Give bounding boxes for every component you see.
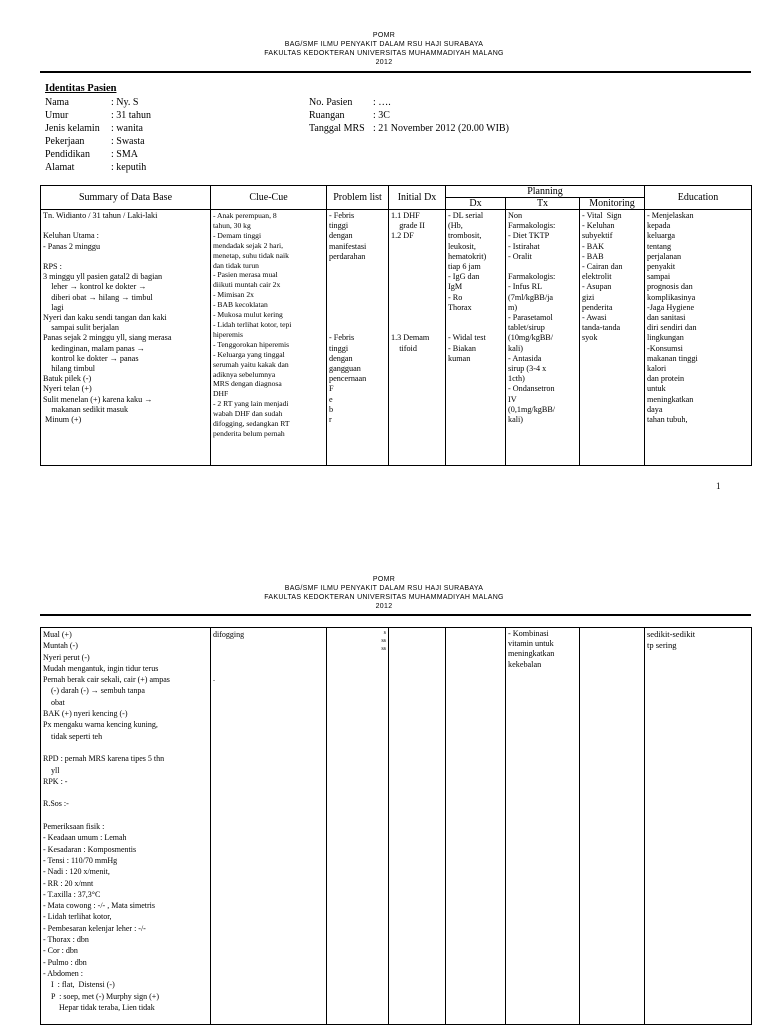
- identity-value: : keputih: [111, 162, 147, 173]
- cell-line: Minum (+): [43, 415, 82, 425]
- cell-line: kepada: [647, 221, 671, 231]
- identity-key: No. Pasien: [309, 97, 353, 108]
- cell-line: - Cor : dbn: [43, 946, 78, 956]
- identity-key: Ruangan: [309, 110, 345, 121]
- pomr-table-page2: [40, 627, 752, 1025]
- cell-line: kedinginan, malam panas →: [43, 343, 145, 353]
- cell-line: - DL serial: [448, 211, 484, 220]
- cell-line: Nyeri telan (+): [43, 384, 92, 394]
- header-department: BAG/SMF ILMU PENYAKIT DALAM RSU HAJI SURABAYA: [284, 585, 484, 592]
- cell-line: [448, 323, 503, 333]
- cell-line: subyektif: [582, 231, 613, 241]
- cell-line: Hepar tidak teraba, Lien tidak: [43, 1002, 155, 1012]
- page-header: [0, 31, 768, 67]
- cell-line: (0,1mg/kgBB/: [508, 404, 556, 414]
- cell-line: Nyeri dan kaku sendi tangan dan kaki: [43, 313, 167, 323]
- cell-line: Pernah berak cair sekali, cair (+) ampas: [43, 675, 170, 685]
- cell-line: - Pasien merasa mual: [213, 270, 278, 280]
- identity-value: : wanita: [111, 123, 143, 134]
- identity-key: Alamat: [45, 162, 75, 173]
- cell-line: - Awasi: [582, 313, 607, 323]
- cell-line: - Kombinasi: [508, 629, 549, 638]
- cell-line: dan tidak turun: [213, 260, 259, 270]
- header-rule: [40, 71, 751, 73]
- identity-value: : 3C: [373, 110, 390, 121]
- cell-problem: [327, 628, 389, 1025]
- cell-line: - Lidah terlihat kotor, tepi: [213, 319, 292, 329]
- cell-monitoring: [580, 628, 645, 1025]
- cell-line: [43, 810, 208, 821]
- cell-line: Farmakologis:: [508, 272, 556, 282]
- cell-education: [645, 210, 752, 466]
- cell-line: tiap 6 jam: [448, 262, 481, 272]
- cell-line: - Tenggorokan hiperemis: [213, 339, 290, 349]
- cell-line: e: [329, 394, 333, 404]
- cell-line: - Lidah terlihat kotor,: [43, 912, 112, 922]
- header-rule: [40, 614, 751, 616]
- cell-line: vitamin untuk: [508, 639, 554, 649]
- cell-line: - T.axilla : 37,3°C: [43, 889, 101, 899]
- cell-line: difogging, sedangkan RT: [213, 419, 290, 429]
- cell-line: [213, 662, 324, 673]
- cell-line: [329, 293, 386, 303]
- cell-line: komplikasinya: [647, 292, 696, 302]
- cell-line: I : flat, Distensi (-): [43, 980, 115, 990]
- cell-line: - Thorax : dbn: [43, 935, 89, 945]
- page-header: [0, 575, 768, 611]
- cell-line: sampai sulit berjalan: [43, 323, 119, 333]
- cell-line: - IgG dan: [448, 272, 480, 282]
- cell-line: F: [329, 384, 334, 394]
- cell-line: - Pembesaran kelenjar leher : -/-: [43, 923, 146, 933]
- identity-key: Nama: [45, 97, 69, 108]
- header-year: 2012: [375, 603, 393, 610]
- cell-line: RPD : pernah MRS karena tipes 5 thn: [43, 754, 165, 764]
- cell-line: .: [213, 674, 215, 683]
- cell-line: perjalanan: [647, 251, 682, 261]
- cell-line: RPS :: [43, 262, 62, 272]
- cell-line: - Kesadaran : Komposmentis: [43, 844, 137, 854]
- header-initial-dx: Initial Dx: [389, 186, 446, 210]
- pomr-table-page1: [40, 185, 752, 466]
- cell-line: grade II: [391, 221, 425, 231]
- header-planning: Planning: [446, 186, 645, 198]
- cell-line: 3 minggu yll pasien gatal2 di bagian: [43, 272, 163, 282]
- cell-education: [645, 628, 752, 1025]
- cell-initial-dx: [389, 628, 446, 1025]
- cell-line: - Mata cowong : -/- , Mata simetris: [43, 901, 155, 911]
- cell-line: kekebalan: [508, 659, 542, 669]
- cell-line: (10mg/kgBB/: [508, 333, 554, 343]
- cell-line: Px mengaku warna kencing kuning,: [43, 720, 158, 730]
- cell-line: tablet/sirup: [508, 323, 545, 333]
- cell-line: tidak seperti teh: [43, 731, 103, 741]
- cell-line: - 2 RT yang lain menjadi: [213, 399, 289, 409]
- header-faculty: FAKULTAS KEDOKTERAN UNIVERSITAS MUHAMMADIYAH MALANG: [264, 594, 504, 601]
- cell-line: hiperemis: [213, 329, 243, 339]
- cell-line: ss: [381, 646, 386, 652]
- cell-line: 1.2 DF: [391, 231, 414, 241]
- header-monitoring: Monitoring: [580, 198, 645, 210]
- identity-value: : SMA: [111, 149, 138, 160]
- cell-line: - Panas 2 minggu: [43, 241, 101, 251]
- cell-line: Sulit menelan (+) karena kaku →: [43, 394, 153, 404]
- cell-line: tifoid: [391, 343, 417, 353]
- cell-line: - BAK: [582, 241, 605, 251]
- cell-line: kalori: [647, 364, 667, 374]
- cell-line: - Parasetamol: [508, 313, 553, 323]
- cell-line: trombosit,: [448, 231, 482, 241]
- cell-line: [43, 742, 208, 753]
- header-year: 2012: [375, 59, 393, 66]
- cell-line: 1.3 Demam: [391, 333, 430, 343]
- cell-line: - RR : 20 x/mnt: [43, 878, 94, 888]
- cell-line: penderita: [582, 302, 613, 312]
- cell-dx: [446, 210, 506, 466]
- cell-tx: [506, 210, 580, 466]
- cell-tx: [506, 628, 580, 1025]
- cell-line: makanan sedikit masuk: [43, 404, 129, 414]
- cell-line: - Biakan: [448, 343, 476, 353]
- cell-line: leukosit,: [448, 241, 476, 251]
- cell-line: kali): [508, 343, 524, 353]
- cell-line: [448, 313, 503, 323]
- cell-line: - Nadi : 120 x/menit,: [43, 867, 110, 877]
- cell-monitoring: [580, 210, 645, 466]
- cell-summary: [41, 628, 211, 1025]
- cell-line: [508, 262, 577, 272]
- cell-line: untuk: [647, 384, 666, 394]
- cell-line: [391, 303, 443, 313]
- cell-line: -Konsumsi: [647, 343, 683, 353]
- cell-line: Keluhan Utama :: [43, 231, 99, 241]
- cell-line: tinggi: [329, 221, 349, 231]
- cell-line: -Jaga Hygiene: [647, 302, 695, 312]
- cell-line: hematokrit): [448, 251, 487, 261]
- cell-line: dengan: [329, 353, 353, 363]
- cell-line: adiknya sebelumnya: [213, 369, 276, 379]
- cell-line: dan protein: [647, 374, 685, 384]
- cell-line: serumah yaitu kakak dan: [213, 359, 289, 369]
- cell-line: Nyeri perut (-): [43, 652, 90, 662]
- cell-line: - Keluarga yang tinggal: [213, 349, 285, 359]
- cell-line: tahun, 30 kg: [213, 220, 251, 230]
- cell-line: IV: [508, 394, 517, 404]
- cell-line: meningkatkan: [508, 649, 555, 659]
- cell-line: - Anak perempuan, 8: [213, 211, 277, 220]
- header-tx: Tx: [506, 198, 580, 210]
- cell-line: meningkatkan: [647, 394, 694, 404]
- cell-cue: [211, 628, 327, 1025]
- identity-value: : 31 tahun: [111, 110, 151, 121]
- header-problem-list: Problem list: [327, 186, 389, 210]
- identity-value: : Swasta: [111, 136, 145, 147]
- cell-line: [329, 272, 386, 282]
- identity-value: : ….: [373, 97, 391, 108]
- header-education: Education: [645, 186, 752, 210]
- cell-line: MRS dengan diagnosa: [213, 379, 282, 389]
- cell-line: (Hb,: [448, 221, 463, 231]
- identity-value: : 21 November 2012 (20.00 WIB): [373, 123, 509, 134]
- cell-line: [391, 282, 443, 292]
- cell-line: lagi: [43, 302, 64, 312]
- header-pomr: POMR: [372, 32, 396, 39]
- cell-line: - Ondansetron: [508, 384, 555, 394]
- cell-line: diri sendiri dan: [647, 323, 697, 333]
- cell-line: RPK : -: [43, 776, 68, 786]
- cell-line: - Ro: [448, 292, 463, 302]
- cell-line: Pemeriksaan fisik :: [43, 822, 105, 832]
- cell-line: [329, 262, 386, 272]
- identity-key: Jenis kelamin: [45, 123, 100, 134]
- cell-line: - Abdomen :: [43, 968, 83, 978]
- cell-line: b: [329, 404, 334, 414]
- cell-summary: [41, 210, 211, 466]
- cell-line: - BAB kecoklatan: [213, 300, 268, 310]
- cell-line: - Oralit: [508, 251, 532, 261]
- cell-line: kuman: [448, 353, 471, 363]
- cell-line: - Widal test: [448, 333, 486, 343]
- cell-line: - Tensi : 110/70 mmHg: [43, 855, 118, 865]
- cell-line: - BAB: [582, 251, 604, 261]
- cell-line: - Cairan dan: [582, 262, 623, 272]
- cell-line: [43, 221, 208, 231]
- cell-line: mendadak sejak 2 hari,: [213, 240, 284, 250]
- identity-key: Tanggal MRS: [309, 123, 365, 134]
- cell-line: lingkungan: [647, 333, 684, 343]
- cell-line: pencernaan: [329, 374, 367, 384]
- cell-line: BAK (+) nyeri kencing (-): [43, 709, 128, 719]
- cell-line: [213, 651, 324, 662]
- cell-line: [329, 282, 386, 292]
- cell-line: tanda-tanda: [582, 323, 621, 333]
- cell-line: [213, 640, 324, 651]
- cell-line: - Demam tinggi: [213, 230, 262, 240]
- header-faculty: FAKULTAS KEDOKTERAN UNIVERSITAS MUHAMMADIYAH MALANG: [264, 50, 504, 57]
- cell-line: [391, 262, 443, 272]
- cell-line: - Diet TKTP: [508, 231, 550, 241]
- cell-line: [391, 242, 443, 252]
- header-summary: Summary of Data Base: [41, 186, 211, 210]
- cell-line: (-) darah (-) → sembuh tanpa: [43, 686, 145, 696]
- cell-line: yll: [43, 765, 60, 775]
- cell-line: [43, 252, 208, 262]
- cell-line: wabah DHF dan sudah: [213, 409, 283, 419]
- identity-key: Pekerjaan: [45, 136, 85, 147]
- cell-line: [43, 787, 208, 798]
- header-dx: Dx: [446, 198, 506, 210]
- header-department: BAG/SMF ILMU PENYAKIT DALAM RSU HAJI SURABAYA: [284, 41, 484, 48]
- cell-line: ss: [381, 638, 386, 644]
- cell-line: Mudah mengantuk, ingin tidur terus: [43, 663, 159, 673]
- cell-line: gizi: [582, 292, 595, 302]
- cell-line: makanan tinggi: [647, 353, 698, 363]
- cell-line: [329, 303, 386, 313]
- cell-line: - Keluhan: [582, 221, 615, 231]
- cell-line: 1cth): [508, 374, 525, 384]
- cell-line: P : soep, met (-) Murphy sign (+): [43, 991, 159, 1001]
- identity-key: Umur: [45, 110, 69, 121]
- cell-line: - Istirahat: [508, 241, 540, 251]
- cell-line: m): [508, 302, 518, 312]
- cell-line: Non: [508, 211, 523, 220]
- cell-problem: [327, 210, 389, 466]
- cell-line: Farmakologis:: [508, 221, 556, 231]
- identity-key: Pendidikan: [45, 149, 90, 160]
- cell-line: - Febris: [329, 211, 355, 220]
- cell-line: Tn. Widianto / 31 tahun / Laki-laki: [43, 211, 158, 220]
- cell-line: menetap, suhu tidak naik: [213, 250, 289, 260]
- cell-line: IgM: [448, 282, 463, 292]
- cell-line: Panas sejak 2 minggu yll, siang merasa: [43, 333, 172, 343]
- cell-dx: [446, 628, 506, 1025]
- cell-line: perdarahan: [329, 251, 366, 261]
- cell-line: dengan: [329, 231, 353, 241]
- cell-line: [391, 272, 443, 282]
- header-cue: Clue-Cue: [211, 186, 327, 210]
- cell-initial-dx: [389, 210, 446, 466]
- cell-line: - Mimisan 2x: [213, 290, 254, 300]
- cell-line: sirup (3-4 x: [508, 364, 547, 374]
- cell-line: sedikit-sedikit: [647, 629, 696, 639]
- cell-line: - Vital Sign: [582, 211, 622, 220]
- cell-line: tahan tubuh,: [647, 415, 688, 425]
- cell-line: - Antasida: [508, 353, 542, 363]
- cell-line: [329, 323, 386, 333]
- cell-line: - Asupan: [582, 282, 612, 292]
- cell-line: penyakit: [647, 262, 676, 272]
- cell-line: - Infus RL: [508, 282, 543, 292]
- page-number: 1: [716, 481, 721, 491]
- cell-line: DHF: [213, 389, 229, 399]
- cell-line: - Keadaan umum : Lemah: [43, 833, 127, 843]
- identity-title: Identitas Pasien: [45, 83, 117, 94]
- header-pomr: POMR: [372, 576, 396, 583]
- cell-line: [391, 293, 443, 303]
- cell-line: Batuk pilek (-): [43, 374, 92, 384]
- cell-line: manifestasi: [329, 241, 367, 251]
- cell-line: tentang: [647, 241, 672, 251]
- cell-line: - Pulmo : dbn: [43, 957, 87, 967]
- cell-line: Mual (+): [43, 630, 72, 639]
- cell-line: dan sanitasi: [647, 313, 686, 323]
- cell-line: kontrol ke dokter → panas: [43, 353, 139, 363]
- cell-line: keluarga: [647, 231, 676, 241]
- cell-line: obat: [43, 697, 65, 707]
- cell-line: r: [329, 415, 332, 425]
- cell-line: penderita belum pernah: [213, 428, 285, 438]
- cell-line: 1.1 DHF: [391, 211, 420, 220]
- cell-line: s: [383, 630, 386, 636]
- cell-line: leher → kontrol ke dokter →: [43, 282, 147, 292]
- cell-line: daya: [647, 404, 663, 414]
- cell-line: elektrolit: [582, 272, 612, 282]
- cell-line: [329, 313, 386, 323]
- identity-value: : Ny. S: [111, 97, 139, 108]
- cell-line: [391, 313, 443, 323]
- cell-line: tinggi: [329, 343, 349, 353]
- cell-line: syok: [582, 333, 598, 343]
- cell-line: Muntah (-): [43, 641, 78, 651]
- cell-line: gangguan: [329, 364, 361, 374]
- cell-line: (7ml/kgBB/ja: [508, 292, 554, 302]
- cell-line: [391, 323, 443, 333]
- cell-line: kali): [508, 415, 524, 425]
- cell-line: Thorax: [448, 302, 472, 312]
- cell-line: - Febris: [329, 333, 355, 343]
- cell-line: R.Sos :-: [43, 799, 69, 809]
- cell-cue: [211, 210, 327, 466]
- cell-line: [391, 252, 443, 262]
- cell-line: diberi obat → hilang → timbul: [43, 292, 153, 302]
- cell-line: tp sering: [647, 640, 677, 650]
- cell-line: difogging: [213, 630, 245, 639]
- cell-line: - Mukosa mulut kering: [213, 310, 283, 320]
- cell-line: prognosis dan: [647, 282, 693, 292]
- cell-line: hilang timbul: [43, 364, 96, 374]
- cell-line: diikuti muntah cair 2x: [213, 280, 281, 290]
- cell-line: sampai: [647, 272, 671, 282]
- cell-line: - Menjelaskan: [647, 211, 694, 220]
